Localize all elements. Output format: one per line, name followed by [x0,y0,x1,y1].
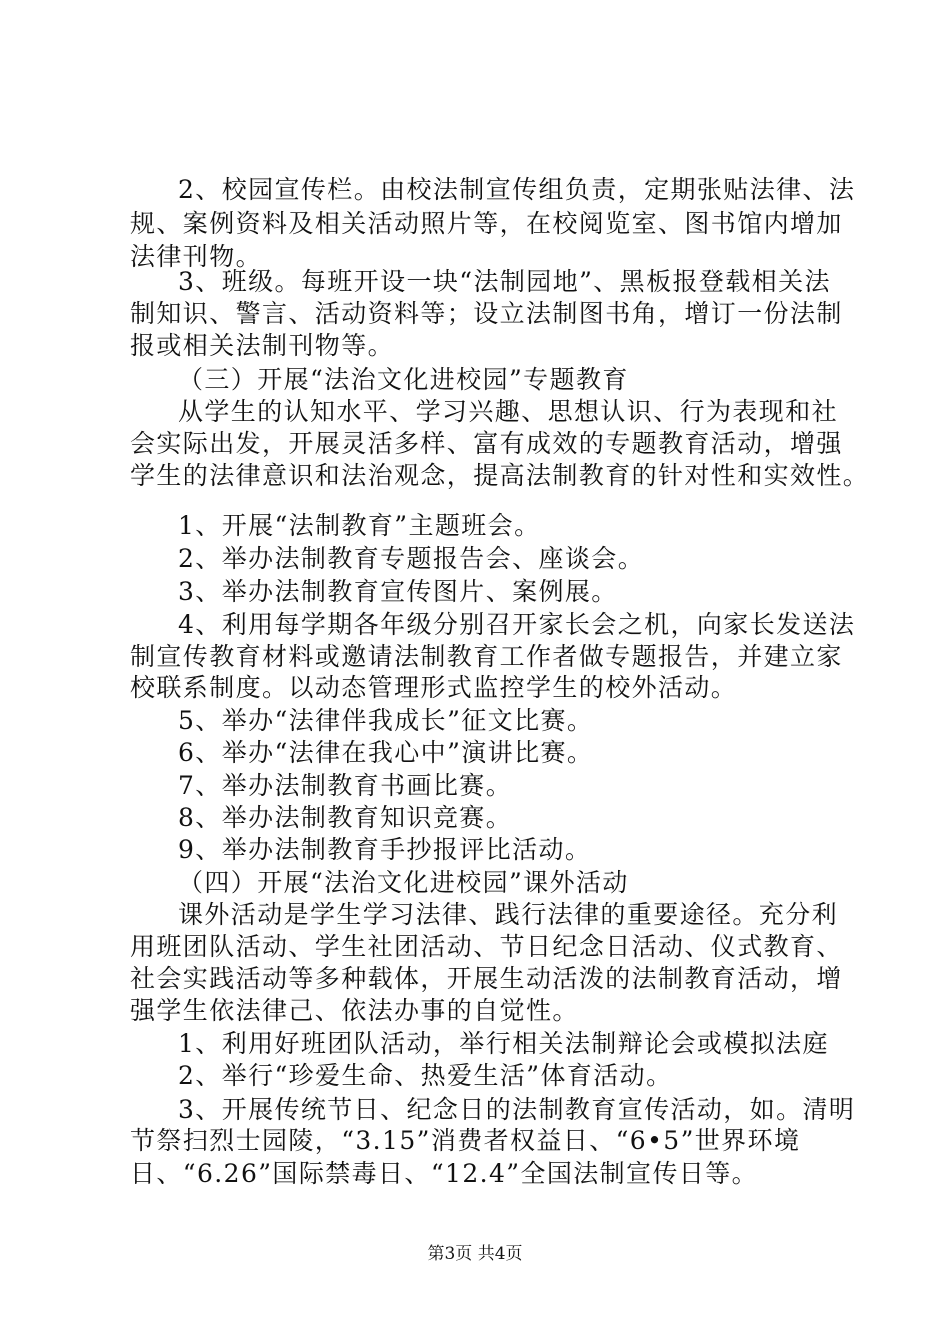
text-line: 报或相关法制刊物等。 [130,331,395,360]
text-line: 用班团队活动、学生社团活动、节日纪念日活动、仪式教育、 [130,932,843,961]
text-line: 从学生的认知水平、学习兴趣、思想认识、行为表现和社 [178,397,839,426]
text-line: 制宣传教育材料或邀请法制教育工作者做专题报告，并建立家 [130,642,843,671]
list-item: 8、举办法制教育知识竞赛。 [178,803,513,832]
section-heading: （三）开展“法治文化进校园”专题教育 [178,365,629,394]
list-item: 5、举办“法律伴我成长”征文比赛。 [178,706,594,735]
list-item: 2、举办法制教育专题报告会、座谈会。 [178,544,645,573]
text-line: 节祭扫烈士园陵，“3.15”消费者权益日、“6•5”世界环境 [130,1126,801,1155]
text-line: 强学生依法律己、依法办事的自觉性。 [130,996,579,1025]
list-item: 7、举办法制教育书画比赛。 [178,771,513,800]
text-line: 社会实践活动等多种载体，开展生动活泼的法制教育活动，增 [130,964,843,993]
text-line: 会实际出发，开展灵活多样、富有成效的专题教育活动，增强 [130,429,843,458]
text-line: 制知识、警言、活动资料等；设立法制图书角，增订一份法制 [130,299,843,328]
list-item: 1、开展“法制教育”主题班会。 [178,511,541,540]
text-line: 3、班级。每班开设一块“法制园地”、黑板报登载相关法 [178,267,831,296]
text-line: 规、案例资料及相关活动照片等，在校阅览室、图书馆内增加 [130,209,843,238]
text-line: 日、“6.26”国际禁毒日、“12.4”全国法制宣传日等。 [130,1159,759,1188]
list-item: 6、举办“法律在我心中”演讲比赛。 [178,738,594,767]
text-line: 法律刊物。 [130,242,263,271]
list-item: 2、举行“珍爱生命、热爱生活”体育活动。 [178,1061,673,1090]
list-item: 4、利用每学期各年级分别召开家长会之机，向家长发送法 [178,610,856,639]
list-item: 3、开展传统节日、纪念日的法制教育宣传活动，如。清明 [178,1095,856,1124]
list-item: 1、利用好班团队活动，举行相关法制辩论会或模拟法庭 [178,1029,829,1058]
list-item: 9、举办法制教育手抄报评比活动。 [178,835,592,864]
page-number: 第3页 共4页 [427,1244,523,1264]
list-item: 3、举办法制教育宣传图片、案例展。 [178,577,618,606]
text-line: 课外活动是学生学习法律、践行法律的重要途径。充分利 [178,900,839,929]
text-line: 2、校园宣传栏。由校法制宣传组负责，定期张贴法律、法 [178,175,856,204]
section-heading: （四）开展“法治文化进校园”课外活动 [178,868,629,897]
text-line: 学生的法律意识和法治观念，提高法制教育的针对性和实效性。 [130,461,870,490]
text-line: 校联系制度。以动态管理形式监控学生的校外活动。 [130,673,738,702]
